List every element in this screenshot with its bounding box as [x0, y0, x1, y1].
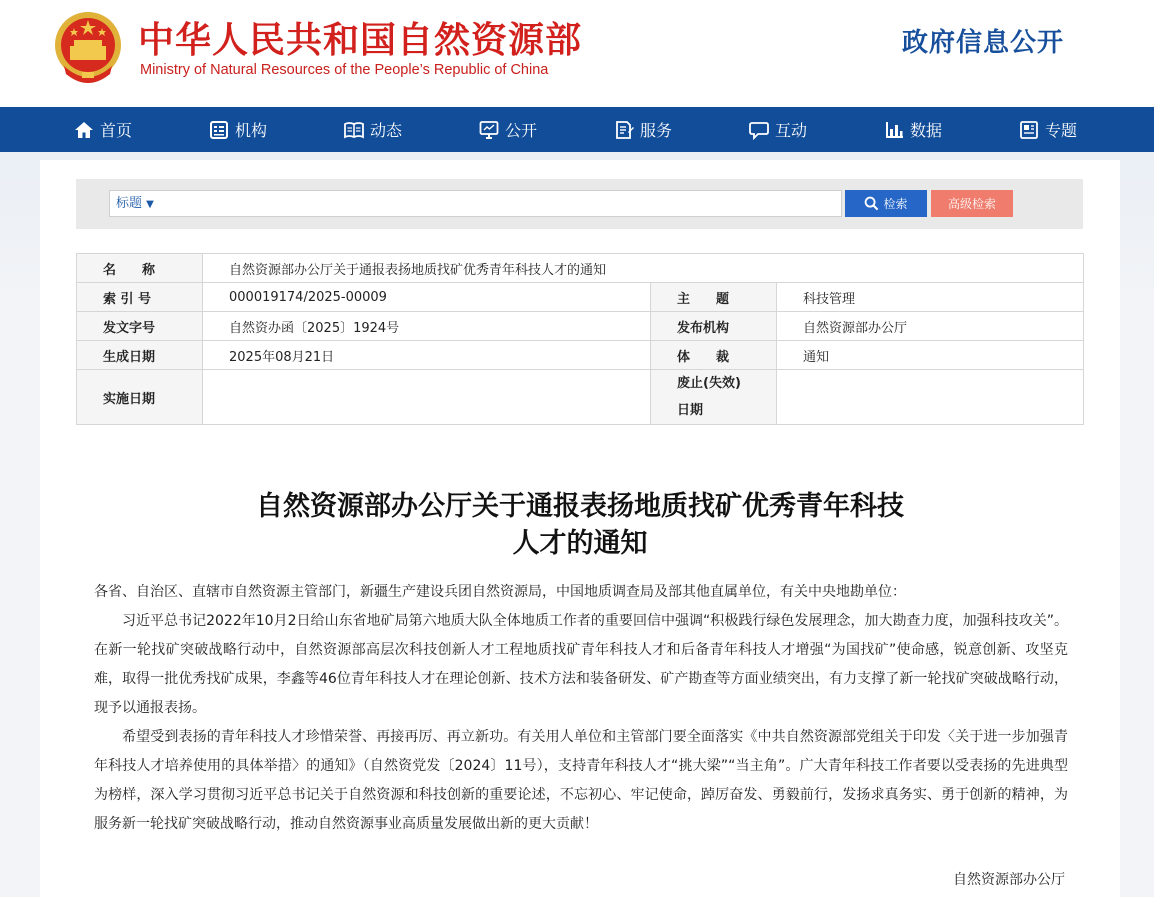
search-input[interactable] [170, 192, 834, 215]
meta-docno-value: 自然资办函〔2025〕1924号 [203, 312, 651, 341]
meta-repeal-value [777, 370, 1084, 425]
article-signature: 自然资源部办公厅 [953, 872, 1065, 888]
nav-label: 首页 [100, 121, 133, 140]
nav-item-public[interactable] [479, 107, 537, 152]
meta-index-value: 000019174/2025-00009 [203, 283, 651, 312]
nav-label: 动态 [370, 121, 403, 140]
site-title-cn: 中华人民共和国自然资源部 [138, 19, 583, 61]
article-salutation: 各省、自治区、直辖市自然资源主管部门，新疆生产建设兵团自然资源局，中国地质调查局及部其他直属单位，有关中央地勘单位： [94, 584, 906, 600]
advanced-search-label: 高级检索 [947, 197, 996, 211]
meta-subject-label: 主 题 [651, 283, 777, 312]
meta-docno-label: 发文字号 [77, 312, 203, 341]
meta-issuer-value: 自然资源部办公厅 [777, 312, 1084, 341]
meta-repeal-label-line1: 废止(失效) [677, 376, 741, 391]
search-button-label: 检索 [883, 197, 908, 211]
search-icon [864, 196, 879, 211]
edit-doc-icon [614, 120, 634, 140]
home-icon [74, 120, 94, 140]
chat-icon [749, 120, 769, 140]
meta-issuer-label: 发布机构 [651, 312, 777, 341]
search-bar [76, 179, 1083, 229]
meta-index-label: 索 引 号 [77, 283, 203, 312]
national-emblem-icon[interactable] [52, 10, 124, 84]
topic-doc-icon [1019, 120, 1039, 140]
meta-name-value: 自然资源部办公厅关于通报表扬地质找矿优秀青年科技人才的通知 [203, 254, 1084, 283]
site-header [0, 0, 1154, 107]
nav-item-news[interactable] [344, 107, 402, 152]
meta-repeal-label [651, 370, 777, 425]
meta-name-label: 名 称 [77, 254, 203, 283]
main-nav [0, 107, 1154, 152]
meta-genre-value: 通知 [777, 341, 1084, 370]
book-icon [344, 120, 364, 140]
article-title [190, 488, 970, 562]
meta-repeal-label-line2: 日期 [677, 403, 704, 418]
nav-label: 互动 [775, 121, 808, 140]
org-icon [209, 120, 229, 140]
nav-item-org[interactable] [209, 107, 267, 152]
nav-label: 公开 [505, 121, 538, 140]
bar-chart-icon [884, 120, 904, 140]
nav-item-service[interactable] [614, 107, 672, 152]
search-button[interactable] [845, 190, 927, 217]
article-title-line1: 自然资源部办公厅关于通报表扬地质找矿优秀青年科技 [256, 491, 904, 522]
nav-label: 专题 [1045, 121, 1078, 140]
article-paragraph: 希望受到表扬的青年科技人才珍惜荣誉、再接再厉、再立新功。有关用人单位和主管部门要全面落实《中共自然资源部党组关于印发〈关于进一步加强青年科技人才培养使用的具体举措〉的通知》（自然资党发〔2024〕11号），支持青年科技人才“挑大梁”“当主角”。广大青年科技工作者要以受表扬的先进典型为榜样，深入学习贯彻习近平总书记关于自然资源和科技创新的重要论述，不忘初心、牢记使命，踔厉奋发、勇毅前行，发扬求真务实、勇于创新的精神，为服务新一轮找矿突破战略行动，推动自然资源事业高质量发展做出新的更大贡献！ [94, 729, 1068, 832]
meta-effective-value [203, 370, 651, 425]
article-body [94, 578, 1068, 839]
nav-label: 服务 [640, 121, 673, 140]
advanced-search-button[interactable] [931, 190, 1013, 217]
article-title-line2: 人才的通知 [512, 528, 648, 559]
meta-date-value: 2025年08月21日 [203, 341, 651, 370]
monitor-icon [479, 120, 499, 140]
search-field-label: 标题 [116, 196, 143, 211]
search-field-select[interactable] [116, 191, 154, 216]
meta-effective-label: 实施日期 [77, 370, 203, 425]
nav-item-home[interactable] [74, 107, 132, 152]
nav-label: 数据 [910, 121, 943, 140]
meta-genre-label: 体 裁 [651, 341, 777, 370]
chevron-down-icon: ▼ [146, 199, 154, 210]
site-title-en: Ministry of Natural Resources of the People’s Republic of China [140, 62, 549, 78]
nav-label: 机构 [235, 121, 268, 140]
meta-subject-value: 科技管理 [777, 283, 1084, 312]
search-box [109, 190, 842, 217]
nav-item-data[interactable] [884, 107, 942, 152]
meta-date-label: 生成日期 [77, 341, 203, 370]
nav-item-topic[interactable] [1019, 107, 1077, 152]
nav-item-interact[interactable] [749, 107, 807, 152]
article-paragraph: 习近平总书记2022年10月2日给山东省地矿局第六地质大队全体地质工作者的重要回信中强调“积极践行绿色发展理念，加大勘查力度，加强科技攻关”。在新一轮找矿突破战略行动中，自然资源部高层次科技创新人才工程地质找矿青年科技人才和后备青年科技人才增强“为国找矿”使命感，锐意创新、攻坚克难，取得一批优秀找矿成果，李鑫等46位青年科技人才在理论创新、技术方法和装备研发、矿产勘查等方面业绩突出，有力支撑了新一轮找矿突破战略行动，现予以通报表扬。 [94, 613, 1068, 716]
content-card [40, 160, 1120, 897]
gov-info-title[interactable]: 政府信息公开 [902, 28, 1065, 58]
document-meta-table [76, 253, 1084, 425]
